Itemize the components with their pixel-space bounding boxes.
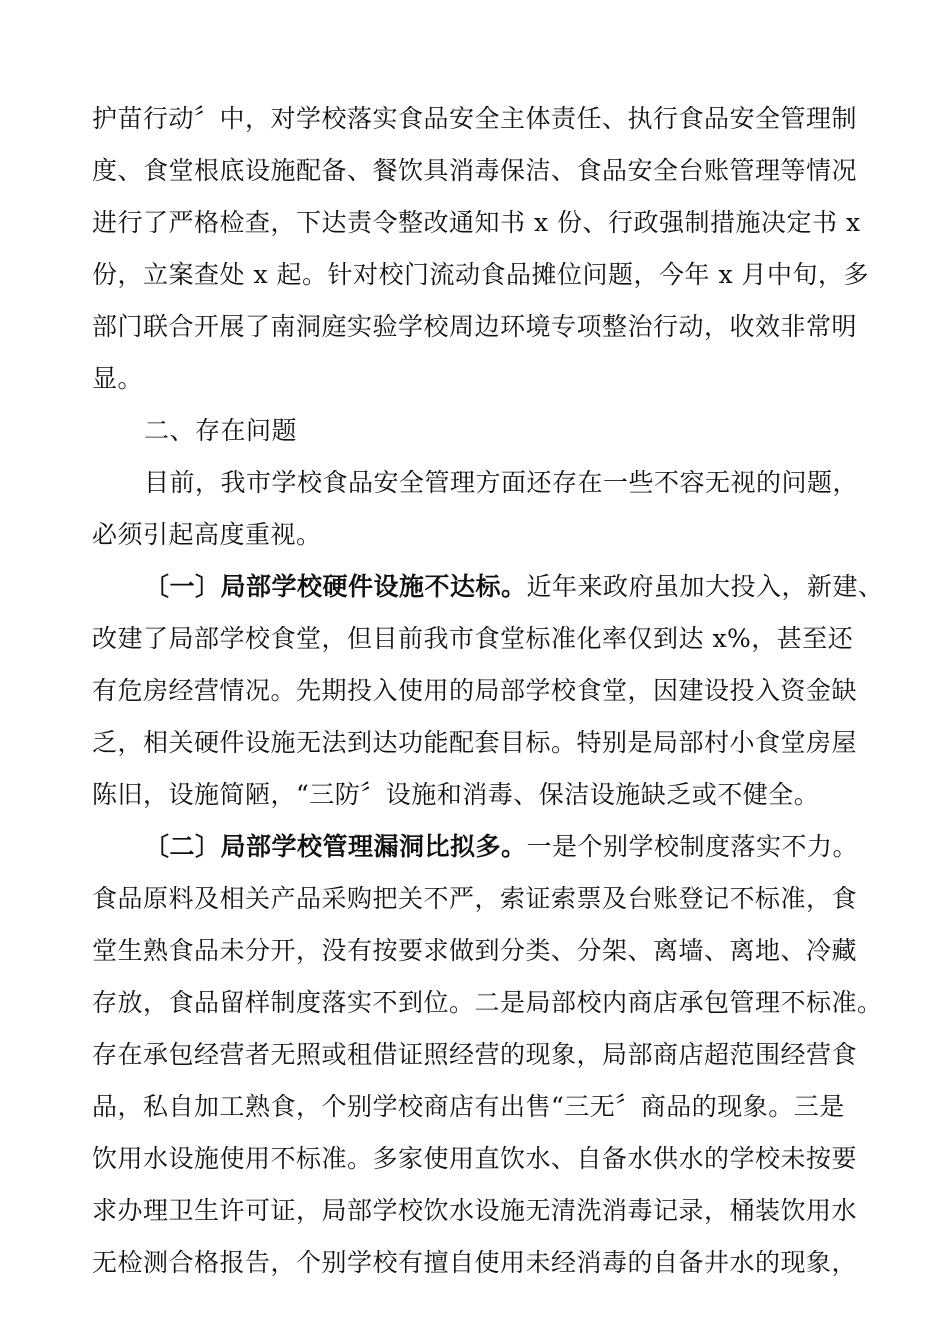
intro-line: 目前，我市学校食品安全管理方面还存在一些不容无视的问题， xyxy=(144,468,859,497)
paragraph-line: 部门联合开展了南洞庭实验学校周边环境专项整治行动，收效非常明 xyxy=(92,312,858,341)
item2-lead: 一是个别学校制度落实不力。 xyxy=(526,832,859,861)
item1-line: 改建了局部学校食堂，但目前我市食堂标准化率仅到达 x%，甚至还 xyxy=(92,624,854,653)
item1-line: 乏，相关硬件设施无法到达功能配套目标。特别是局部村小食堂房屋 xyxy=(92,728,858,757)
item2-line-heading xyxy=(144,832,858,862)
item1-line-heading xyxy=(144,572,884,602)
item2-line: 存放，食品留样制度落实不到位。二是局部校内商店承包管理不标准。 xyxy=(92,988,883,1017)
item2-heading: 〔二〕局部学校管理漏洞比拟多。 xyxy=(144,832,527,861)
item2-line: 品，私自加工熟食，个别学校商店有出售“三无〞商品的现象。三是 xyxy=(92,1092,845,1121)
paragraph-line: 显。 xyxy=(92,364,144,393)
intro-line: 必须引起高度重视。 xyxy=(92,520,322,549)
item2-line: 存在承包经营者无照或租借证照经营的现象，局部商店超范围经营食 xyxy=(92,1040,858,1069)
item2-line: 食品原料及相关产品采购把关不严，索证索票及台账登记不标准，食 xyxy=(92,884,858,913)
item2-line: 无检测合格报告，个别学校有擅自使用未经消毒的自备井水的现象， xyxy=(92,1248,858,1277)
item1-line: 有危房经营情况。先期投入使用的局部学校食堂，因建设投入资金缺 xyxy=(92,676,858,705)
item2-line: 求办理卫生许可证，局部学校饮水设施无清洗消毒记录，桶装饮用水 xyxy=(92,1196,858,1225)
section-heading: 二、存在问题 xyxy=(144,416,298,445)
item2-line: 饮用水设施使用不标准。多家使用直饮水、自备水供水的学校未按要 xyxy=(92,1144,858,1173)
item1-line: 陈旧，设施简陋，“三防〞设施和消毒、保洁设施缺乏或不健全。 xyxy=(92,780,820,809)
paragraph-line: 度、食堂根底设施配备、餐饮具消毒保洁、食品安全台账管理等情况 xyxy=(92,156,858,185)
item1-heading: 〔一〕局部学校硬件设施不达标。 xyxy=(144,572,527,601)
item2-line: 堂生熟食品未分开，没有按要求做到分类、分架、离墙、离地、冷藏 xyxy=(92,936,858,965)
paragraph-line: 进行了严格检查，下达责令整改通知书 x 份、行政强制措施决定书 x xyxy=(92,208,861,237)
paragraph-line: 份，立案查处 x 起。针对校门流动食品摊位问题，今年 x 月中旬，多 xyxy=(92,260,869,289)
paragraph-line: 护苗行动〞中，对学校落实食品安全主体责任、执行食品安全管理制 xyxy=(92,104,858,133)
item1-lead: 近年来政府虽加大投入，新建、 xyxy=(526,572,884,601)
